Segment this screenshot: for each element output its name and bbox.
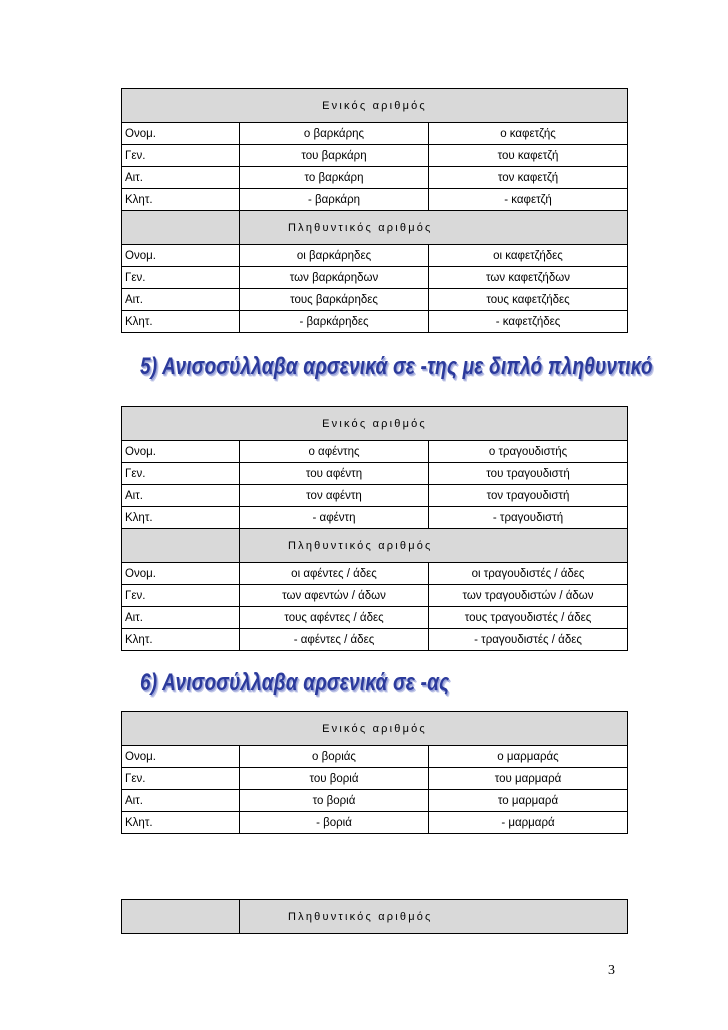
form-b: οι τραγουδιστές / άδες <box>429 563 628 585</box>
case-label: Κλητ. <box>122 629 240 651</box>
section-6-heading: 6) Ανισοσύλλαβα αρσενικά σε -ας <box>140 670 450 697</box>
case-label: Γεν. <box>122 463 240 485</box>
case-label: Γεν. <box>122 585 240 607</box>
table-row <box>122 441 628 463</box>
table-row <box>122 768 628 790</box>
singular-header: Ενικός αριθμός <box>122 712 628 746</box>
table-row <box>122 629 628 651</box>
form-a: - βαρκάρη <box>240 189 429 211</box>
table-row <box>122 189 628 211</box>
form-b: ο μαρμαράς <box>429 746 628 768</box>
case-label: Αιτ. <box>122 289 240 311</box>
case-label: Γεν. <box>122 267 240 289</box>
form-a: ο βαρκάρης <box>240 123 429 145</box>
table-row <box>122 123 628 145</box>
form-b: - καφετζή <box>429 189 628 211</box>
case-label: Κλητ. <box>122 812 240 834</box>
case-label: Αιτ. <box>122 790 240 812</box>
table-row <box>122 563 628 585</box>
table-row <box>122 485 628 507</box>
table-row <box>122 585 628 607</box>
form-b: οι καφετζήδες <box>429 245 628 267</box>
form-a: των αφεντών / άδων <box>240 585 429 607</box>
section-5-heading: 5) Ανισοσύλλαβα αρσενικά σε -της με διπλό πληθυντικό <box>140 354 653 381</box>
form-a: οι αφέντες / άδες <box>240 563 429 585</box>
form-a: τους βαρκάρηδες <box>240 289 429 311</box>
form-b: ο τραγουδιστής <box>429 441 628 463</box>
form-a: τον αφέντη <box>240 485 429 507</box>
form-b: τους καφετζήδες <box>429 289 628 311</box>
form-b: του καφετζή <box>429 145 628 167</box>
case-label: Κλητ. <box>122 311 240 333</box>
case-label: Αιτ. <box>122 607 240 629</box>
case-label: Κλητ. <box>122 507 240 529</box>
form-b: - τραγουδιστές / άδες <box>429 629 628 651</box>
case-label: Ονομ. <box>122 123 240 145</box>
case-label: Ονομ. <box>122 563 240 585</box>
form-a: το βαρκάρη <box>240 167 429 189</box>
plural-header: Πληθυντικός αριθμός <box>240 211 628 245</box>
form-b: του μαρμαρά <box>429 768 628 790</box>
table-row <box>122 507 628 529</box>
table-row <box>122 145 628 167</box>
form-b: τον καφετζή <box>429 167 628 189</box>
form-a: οι βαρκάρηδες <box>240 245 429 267</box>
form-b: τους τραγουδιστές / άδες <box>429 607 628 629</box>
case-label: Γεν. <box>122 768 240 790</box>
plural-header-lead <box>122 900 240 934</box>
case-label: Κλητ. <box>122 189 240 211</box>
case-label: Ονομ. <box>122 746 240 768</box>
form-a: του αφέντη <box>240 463 429 485</box>
page-number: 3 <box>608 963 615 978</box>
case-label: Γεν. <box>122 145 240 167</box>
form-a: ο βοριάς <box>240 746 429 768</box>
form-b: το μαρμαρά <box>429 790 628 812</box>
singular-header: Ενικός αριθμός <box>122 407 628 441</box>
form-b: των καφετζήδων <box>429 267 628 289</box>
form-b: ο καφετζής <box>429 123 628 145</box>
declension-table-4 <box>121 899 628 934</box>
form-a: - βοριά <box>240 812 429 834</box>
form-b: τον τραγουδιστή <box>429 485 628 507</box>
form-b: - καφετζήδες <box>429 311 628 333</box>
form-a: του βοριά <box>240 768 429 790</box>
table-row <box>122 167 628 189</box>
declension-table-3 <box>121 711 628 834</box>
case-label: Αιτ. <box>122 485 240 507</box>
plural-header: Πληθυντικός αριθμός <box>240 900 628 934</box>
table-row <box>122 311 628 333</box>
plural-header-lead <box>122 529 240 563</box>
table-row <box>122 746 628 768</box>
case-label: Ονομ. <box>122 245 240 267</box>
form-a: των βαρκάρηδων <box>240 267 429 289</box>
form-b: του τραγουδιστή <box>429 463 628 485</box>
table-row <box>122 607 628 629</box>
form-b: των τραγουδιστών / άδων <box>429 585 628 607</box>
form-a: - βαρκάρηδες <box>240 311 429 333</box>
form-a: - αφέντη <box>240 507 429 529</box>
form-a: - αφέντες / άδες <box>240 629 429 651</box>
form-b: - τραγουδιστή <box>429 507 628 529</box>
table-row <box>122 267 628 289</box>
case-label: Ονομ. <box>122 441 240 463</box>
declension-table-1 <box>121 88 628 333</box>
plural-header-lead <box>122 211 240 245</box>
singular-header: Ενικός αριθμός <box>122 89 628 123</box>
form-a: τους αφέντες / άδες <box>240 607 429 629</box>
table-row <box>122 463 628 485</box>
table-row <box>122 812 628 834</box>
form-a: ο αφέντης <box>240 441 429 463</box>
declension-table-2 <box>121 406 628 651</box>
case-label: Αιτ. <box>122 167 240 189</box>
form-a: του βαρκάρη <box>240 145 429 167</box>
form-b: - μαρμαρά <box>429 812 628 834</box>
table-row <box>122 245 628 267</box>
table-row <box>122 289 628 311</box>
plural-header: Πληθυντικός αριθμός <box>240 529 628 563</box>
table-row <box>122 790 628 812</box>
form-a: το βοριά <box>240 790 429 812</box>
